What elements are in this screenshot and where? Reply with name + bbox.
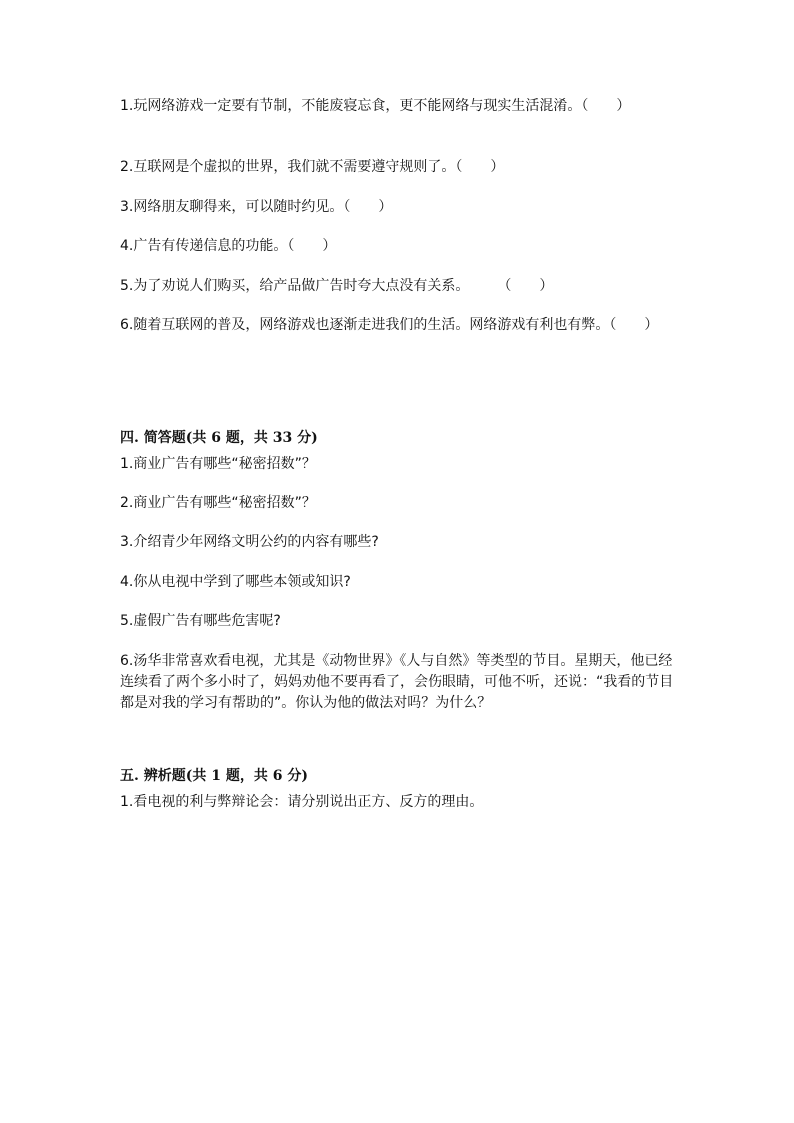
short-answer-item-1: 1.商业广告有哪些“秘密招数”？ (120, 456, 316, 472)
short-answer-item-5: 5.虚假广告有哪些危害呢? (120, 613, 281, 629)
short-answer-item-6: 6.汤华非常喜欢看电视，尤其是《动物世界》《人与自然》等类型的节目。星期天，他已经连续看了两个多小时了，妈妈劝他不要再看了，会伤眼睛，可他不听，还说：“我看的节目都是对我的学习有帮助的”。你认为他的做法对吗？为什么？ (120, 653, 674, 711)
judgement-item-3: 3.网络朋友聊得来，可以随时约见。（ ） (120, 199, 393, 215)
short-answer-item-3: 3.介绍青少年网络文明公约的内容有哪些? (120, 534, 379, 550)
judgement-item-4: 4.广告有传递信息的功能。（ ） (120, 238, 337, 254)
section-heading-analysis: 五. 辨析题(共 1 题，共 6 分) (120, 768, 308, 784)
short-answer-item-2: 2.商业广告有哪些“秘密招数”？ (120, 495, 316, 511)
short-answer-item-4: 4.你从电视中学到了哪些本领或知识? (120, 574, 351, 590)
judgement-item-1: 1.玩网络游戏一定要有节制，不能废寝忘食，更不能网络与现实生活混淆。（ ） (120, 98, 631, 114)
judgement-item-6: 6.随着互联网的普及，网络游戏也逐渐走进我们的生活。网络游戏有利也有弊。（ ） (120, 317, 659, 333)
section-heading-short-answer: 四. 简答题(共 6 题，共 33 分) (120, 430, 318, 446)
judgement-item-2: 2.互联网是个虚拟的世界，我们就不需要遵守规则了。（ ） (120, 159, 505, 175)
judgement-item-5: 5.为了劝说人们购买，给产品做广告时夸大点没有关系。 （ ） (120, 278, 554, 294)
analysis-item-1: 1.看电视的利与弊辩论会：请分别说出正方、反方的理由。 (120, 794, 484, 810)
